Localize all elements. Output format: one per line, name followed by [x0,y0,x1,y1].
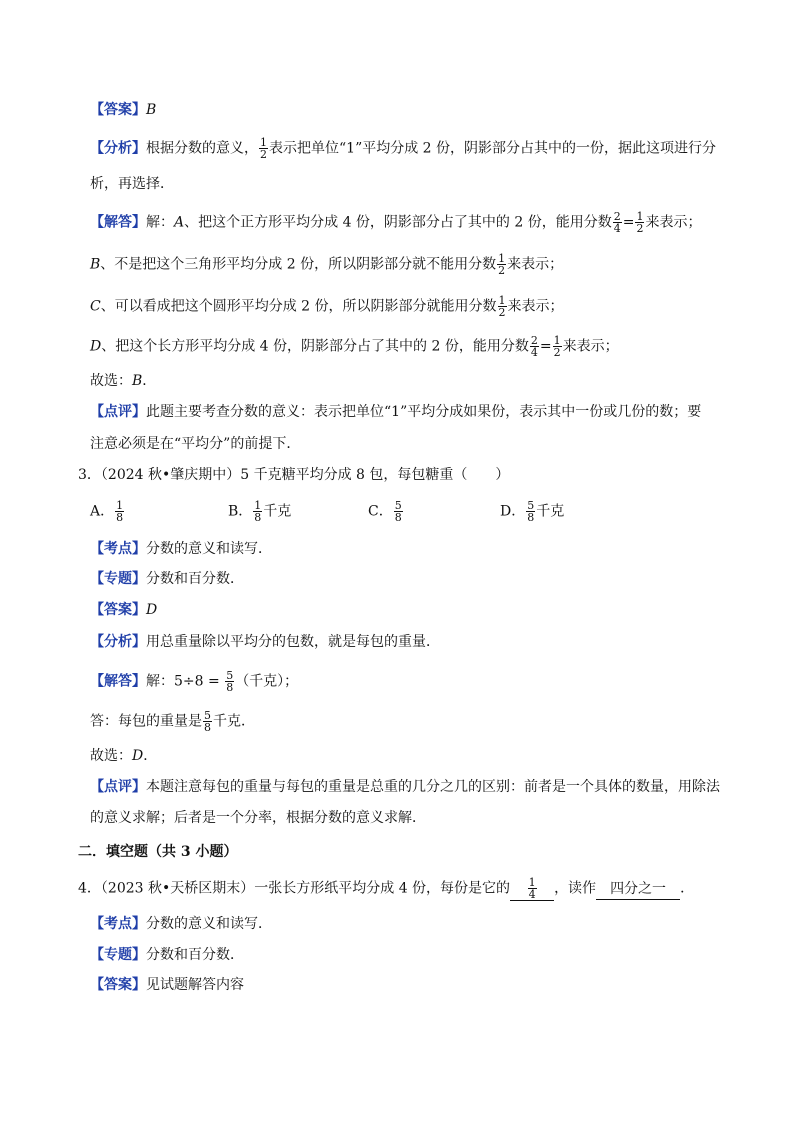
option-b [228,500,291,523]
option-a [90,500,125,523]
reply-text: 答：每包的重量是 [90,713,202,730]
q2-comment [90,402,701,422]
solution-text: 来表示； [562,338,619,355]
chosen-option: B [132,373,143,389]
q2-solution-c [90,295,564,318]
question-stem: 3．（2024 秋•肇庆期中）5 千克糖平均分成 8 包，每包糖重（ ） [78,467,510,483]
topic-tag: 【专题】 [90,571,146,587]
q3-topic [90,569,244,589]
unit-text: 千克 [536,503,565,520]
fraction-half: $\frac{1}{2}$ [260,136,267,161]
fraction-half: $\frac{1}{2}$ [498,252,506,277]
comment-tag: 【点评】 [90,779,146,795]
fraction-five-eighths: $\frac{5}{8}$ [527,499,535,524]
section-heading: 二．填空题（共 3 小题） [78,844,238,860]
point-text: 分数的意义和读写． [146,916,272,932]
q4-blank-fraction [510,877,554,901]
q3-point [90,539,272,559]
fraction-one-eighth: $\frac{1}{8}$ [116,499,124,524]
answer-tag: 【答案】 [90,102,146,118]
solution-text: 来表示； [507,298,564,315]
analysis-tag: 【分析】 [90,140,146,157]
q4-topic [90,945,244,965]
q3-reply [90,710,255,733]
solution-text: 、可以看成把这个圆形平均分成 2 份，所以阴影部分就能用分数 [100,298,497,315]
q2-answer-line [90,100,156,120]
option-c [368,500,404,523]
fraction-two-fourths: $\frac{2}{4}$ [530,334,538,359]
analysis-tag: 【分析】 [90,634,146,650]
q3-comment-2 [90,808,426,828]
comment-text: 注意必须是在“平均分”的前提下． [90,436,301,452]
fraction-five-eighths: $\frac{5}{8}$ [226,669,234,694]
reply-text: 千克． [213,713,255,730]
fraction-one-fourth: $\frac{1}{4}$ [528,876,536,901]
option-label: D． [500,503,526,520]
q2-choose [90,371,156,391]
q4-blank-reading: 四分之一 [596,879,680,900]
choose-text: ． [142,373,157,389]
solution-tag: 【解答】 [90,673,146,690]
fraction-five-eighths: $\frac{5}{8}$ [204,709,211,734]
comment-text: 本题注意每包的重量与每包的重量是总重的几分之几的区别：前者是一个具体的数量，用除法 [146,779,720,795]
comment-text: 此题主要考查分数的意义：表示把单位“1”平均分成如果份，表示其中一份或几份的数；要 [146,404,702,420]
equals-sign: = [539,338,552,355]
q2-analysis-text: 析，再选择． [90,176,174,192]
fraction-half: $\frac{1}{2}$ [636,210,644,235]
solution-text: 来表示； [645,214,702,231]
solution-tag: 【解答】 [90,214,146,231]
q2-comment-2 [90,434,300,454]
q4-stem [78,877,694,901]
option-letter: A [174,214,185,231]
equals-sign: = [622,214,635,231]
q3-analysis [90,632,440,652]
q3-answer: D [146,602,158,618]
question-stem: ． [680,880,695,897]
topic-text: 分数和百分数． [146,947,244,963]
question-stem: 4．（2023 秋•天桥区期末）一张长方形纸平均分成 4 份，每份是它的 [78,880,511,897]
q2-solution-d [90,335,619,358]
solution-text: 、把这个长方形平均分成 4 份，阴影部分占了其中的 2 份，能用分数 [101,338,529,355]
solution-text: 解：5÷8 = [146,673,220,690]
unit-text: 千克 [263,503,292,520]
option-letter: D [90,338,102,355]
fraction-half: $\frac{1}{2}$ [553,334,561,359]
q2-analysis-line [90,137,716,160]
q2-solution-b [90,253,563,276]
q4-answer-line [90,975,244,995]
q2-analysis-text: 表示把单位“1”平均分成 2 份，阴影部分占其中的一份，据此这项进行分 [269,140,717,157]
q3-choose [90,746,157,766]
solution-text: 来表示； [507,256,564,273]
option-label: B． [228,503,253,520]
q3-solution [90,670,298,693]
fraction-half: $\frac{1}{2}$ [498,294,506,319]
option-letter: C [90,298,101,315]
q4-point [90,914,272,934]
solution-text: （千克）； [235,673,299,690]
q2-analysis-text: 根据分数的意义， [146,140,258,157]
analysis-text: 用总重量除以平均分的包数，就是每包的重量． [146,634,440,650]
choose-text: ． [143,748,158,764]
q4-answer: 见试题解答内容 [146,977,244,993]
q3-stem [78,465,509,485]
q2-analysis-line-2 [90,174,174,194]
solution-text: 、把这个正方形平均分成 4 份，阴影部分占了其中的 2 份，能用分数 [184,214,612,231]
fraction-two-fourths: $\frac{2}{4}$ [613,210,621,235]
option-label: A． [90,503,115,520]
solution-text: 、不是把这个三角形平均分成 2 份，所以阴影部分就不能用分数 [100,256,497,273]
topic-tag: 【专题】 [90,947,146,963]
chosen-option: D [132,748,144,764]
comment-text: 的意义求解；后者是一个分率，根据分数的意义求解． [90,810,426,826]
solution-text: 解： [146,214,174,231]
option-label: C． [368,503,393,520]
fraction-one-eighth: $\frac{1}{8}$ [254,499,262,524]
option-letter: B [90,256,101,273]
point-tag: 【考点】 [90,916,146,932]
topic-text: 分数和百分数． [146,571,244,587]
q2-solution-a [90,211,701,234]
option-d [500,500,564,523]
comment-tag: 【点评】 [90,404,146,420]
choose-text: 故选： [90,373,132,389]
choose-text: 故选： [90,748,132,764]
q3-answer-line [90,600,157,620]
q2-answer: B [146,102,157,118]
fraction-five-eighths: $\frac{5}{8}$ [394,499,402,524]
point-text: 分数的意义和读写． [146,541,272,557]
question-stem: ，读作 [554,880,597,897]
answer-tag: 【答案】 [90,602,146,618]
point-tag: 【考点】 [90,541,146,557]
q3-options [90,500,650,528]
q3-comment [90,777,720,797]
answer-tag: 【答案】 [90,977,146,993]
